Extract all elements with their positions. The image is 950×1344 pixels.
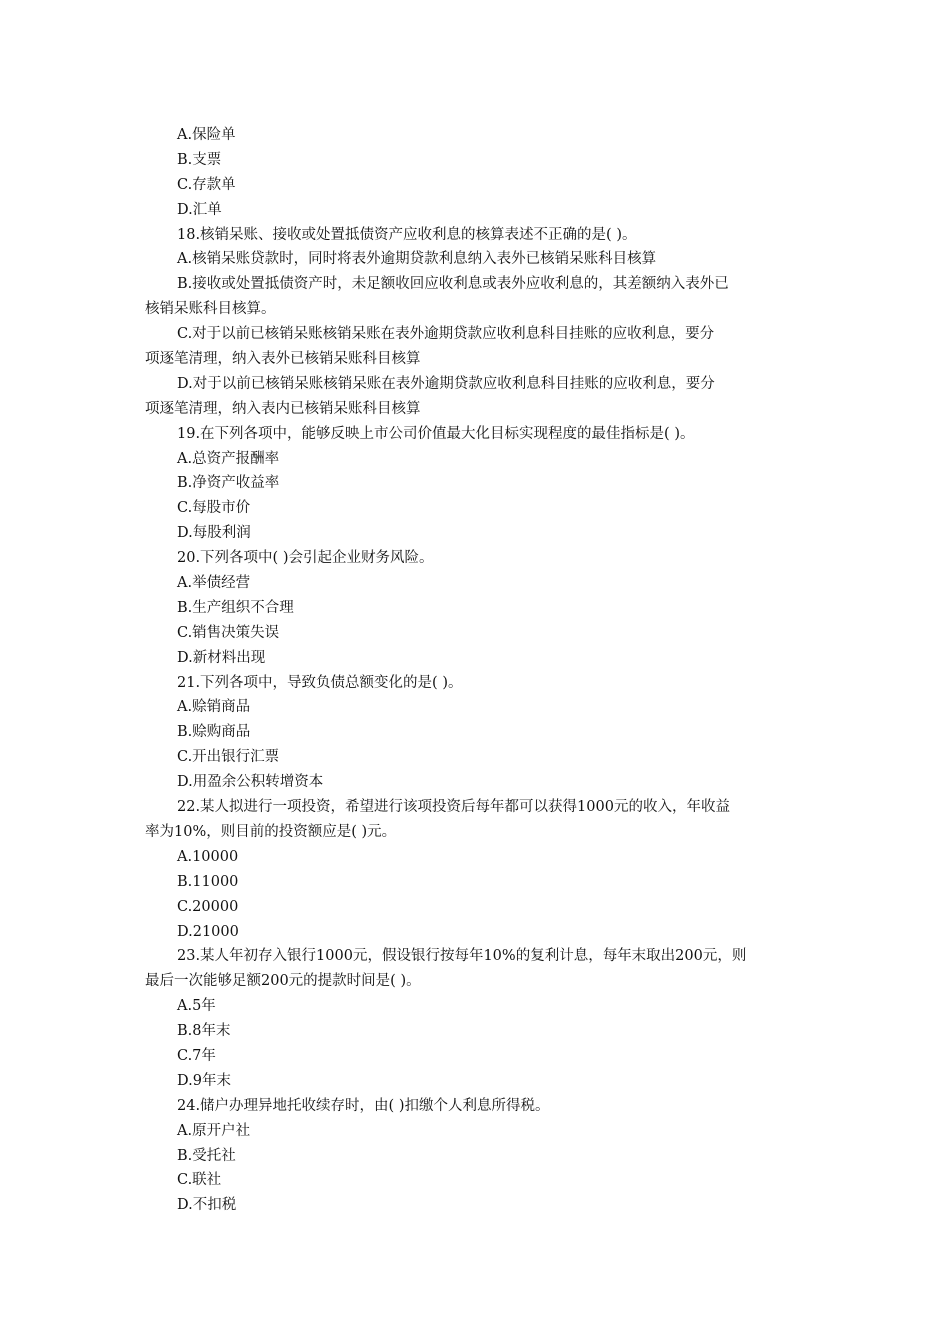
q19-option-b: B.净资产收益率 xyxy=(177,475,280,492)
question-21 xyxy=(145,671,810,795)
q22-option-b: B.11000 xyxy=(177,873,239,890)
q22-stem-line1: 22.某人拟进行一项投资，希望进行该项投资后每年都可以获得1000元的收入，年收益 xyxy=(177,799,730,816)
q19-option-a: A.总资产报酬率 xyxy=(177,450,280,467)
q19-option-d: D.每股利润 xyxy=(177,525,251,542)
q18-option-b-line2: 核销呆账科目核算。 xyxy=(145,301,276,318)
q18-option-c-line1: C.对于以前已核销呆账核销呆账在表外逾期贷款应收利息科目挂账的应收利息，要分 xyxy=(177,326,715,343)
q24-option-b: B.受托社 xyxy=(177,1147,236,1164)
q17-option-d: D.汇单 xyxy=(177,201,222,218)
q17-option-c: C.存款单 xyxy=(177,176,236,193)
q19-stem: 19.在下列各项中，能够反映上市公司价值最大化目标实现程度的最佳指标是( )。 xyxy=(177,425,695,442)
q22-option-d: D.21000 xyxy=(177,923,239,940)
q21-option-c: C.开出银行汇票 xyxy=(177,749,280,766)
q20-option-b: B.生产组织不合理 xyxy=(177,599,294,616)
q24-option-c: C.联社 xyxy=(177,1172,222,1189)
q22-option-c: C.20000 xyxy=(177,898,239,915)
q20-option-d: D.新材料出现 xyxy=(177,649,266,666)
question-17-options xyxy=(145,123,810,223)
question-20 xyxy=(145,546,810,670)
q21-stem: 21.下列各项中，导致负债总额变化的是( )。 xyxy=(177,674,463,691)
q18-option-a: A.核销呆账贷款时，同时将表外逾期贷款利息纳入表外已核销呆账科目核算 xyxy=(177,251,657,268)
q20-stem: 20.下列各项中( )会引起企业财务风险。 xyxy=(177,550,434,567)
q18-option-d-line1: D.对于以前已核销呆账核销呆账在表外逾期贷款应收利息科目挂账的应收利息，要分 xyxy=(177,375,715,392)
question-24 xyxy=(145,1094,810,1218)
q17-option-a: A.保险单 xyxy=(177,127,236,143)
q18-option-c-line2: 项逐笔清理，纳入表外已核销呆账科目核算 xyxy=(145,351,421,368)
question-18 xyxy=(145,223,810,422)
q18-option-b-line1: B.接收或处置抵债资产时，未足额收回应收利息或表外应收利息的，其差额纳入表外已 xyxy=(177,276,729,293)
q20-option-c: C.销售决策失误 xyxy=(177,624,280,641)
q17-option-b: B.支票 xyxy=(177,151,222,168)
q22-stem-line2: 率为10%，则目前的投资额应是( )元。 xyxy=(145,823,397,840)
q23-stem-line1: 23.某人年初存入银行1000元，假设银行按每年10%的复利计息，每年末取出200元，则 xyxy=(177,948,747,965)
q23-option-a: A.5年 xyxy=(177,998,216,1015)
document-page xyxy=(145,123,810,1218)
q21-option-d: D.用盈余公积转增资本 xyxy=(177,774,324,791)
q24-option-d: D.不扣税 xyxy=(177,1197,237,1214)
q23-option-d: D.9年末 xyxy=(177,1072,231,1089)
q23-option-b: B.8年末 xyxy=(177,1023,231,1040)
question-19 xyxy=(145,422,810,546)
q24-option-a: A.原开户社 xyxy=(177,1122,251,1139)
q22-option-a: A.10000 xyxy=(177,848,239,865)
q19-option-c: C.每股市价 xyxy=(177,500,251,517)
q21-option-b: B.赊购商品 xyxy=(177,724,251,741)
q18-option-d-line2: 项逐笔清理，纳入表内已核销呆账科目核算 xyxy=(145,400,421,417)
q23-stem-line2: 最后一次能够足额200元的提款时间是( )。 xyxy=(145,973,421,990)
q23-option-c: C.7年 xyxy=(177,1047,216,1064)
question-23 xyxy=(145,944,810,1093)
q24-stem: 24.储户办理异地托收续存时，由( )扣缴个人利息所得税。 xyxy=(177,1097,550,1114)
q18-stem: 18.核销呆账、接收或处置抵债资产应收利息的核算表述不正确的是( )。 xyxy=(177,226,637,243)
q21-option-a: A.赊销商品 xyxy=(177,699,251,716)
question-22 xyxy=(145,795,810,944)
q20-option-a: A.举债经营 xyxy=(177,575,251,592)
